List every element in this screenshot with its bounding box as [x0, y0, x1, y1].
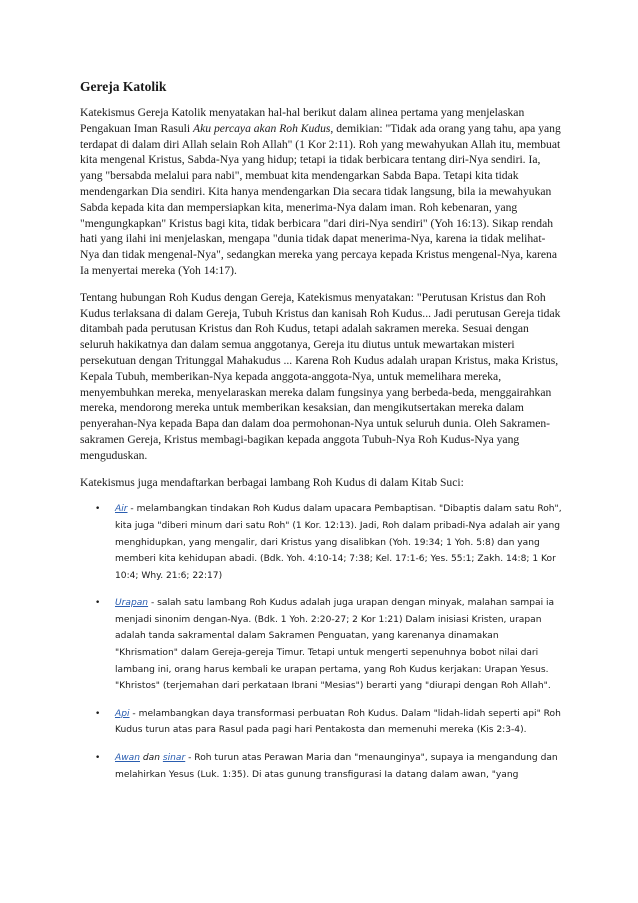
link-urapan[interactable]: Urapan: [115, 598, 149, 609]
paragraph-2: Tentang hubungan Roh Kudus dengan Gereja, Katekismus menyatakan: "Perutusan Kristus dan Roh Kudus terlaksana di dalam Gereja, Tubuh Kristus dan kanisah Roh Kudus... Jadi perutusan Gereja tidak ditambah pada perutusan Kristus dan Roh Kudus, tetapi adalah sakramen mereka. Sesuai dengan seluruh hakikatnya dan dalam semua anggotanya, Gereja itu diutus untuk mewartakan misteri persekutuan dengan Tritunggal Mahakudus ... Karena Roh Kudus adalah urapan Kristus, maka Kristus, Kepala Tubuh, memberikan-Nya kepada anggota-anggota-Nya, untuk memelihara mereka, menyembuhkan mereka, menyelaraskan mereka dalam fungsinya yang berbeda-beda, menggairahkan mereka, mendorong mereka untuk memberikan kesaksian, dan mengikutsertakan mereka dalam penyerahan-Nya kepada Bapa dan dalam doa permohonan-Nya untuk seluruh dunia. Oleh Sakramen-sakramen Gereja, Kristus membagi-bagikan kepada anggota Tubuh-Nya Roh Kudus-Nya yang menguduskan.: [80, 290, 561, 462]
paragraph-1-before: Katekismus Gereja Katolik menyatakan hal-hal berikut dalam alinea pertama yang menjelaskan Pengakuan Iman Rasuli: [80, 106, 525, 135]
list-item: [80, 750, 562, 783]
bullet-icon: •: [95, 504, 101, 515]
section-title: Gereja Katolik: [80, 79, 167, 94]
list-item-text: - salah satu lambang Roh Kudus adalah juga urapan dengan minyak, malahan sampai ia menjadi sinonim dengan-Nya. (Bdk. 1 Yoh. 2:20-27; 2 Kor 1:21) Dalam inisiasi Kristen, urapan adalah tanda sakramental dalam Sakramen Penguatan, yang karenanya dinamakan "Khrismation" dalam Gereja-gereja Timur. Tetapi untuk mengerti sepenuhnya bobot nilai dari lambang ini, orang harus kembali ke urapan pertama, yang Roh Kudus kerjakan: Urapan Yesus. "Khristos" (terjemahan dari perkataan Ibrani "Mesias") berarti yang "diurapi dengan Roh Allah".: [115, 598, 555, 692]
paragraph-3: Katekismus juga mendaftarkan berbagai lambang Roh Kudus di dalam Kitab Suci:: [80, 475, 464, 489]
bullet-icon: •: [95, 708, 101, 719]
link-air[interactable]: Air: [115, 504, 128, 515]
list-item: [80, 706, 562, 739]
list-item-conjunction: dan: [140, 753, 163, 764]
bullet-icon: •: [95, 753, 101, 764]
list-item: [80, 501, 562, 584]
list-item-text: - melambangkan daya transformasi perbuatan Roh Kudus. Dalam "lidah-lidah seperti api" Roh Kudus turun atas para Rasul pada pagi hari Pentakosta dan memenuhi mereka (Kis 2:3-4).: [115, 708, 561, 736]
paragraph-1: [80, 105, 562, 279]
paragraph-1-italic: Aku percaya akan Roh Kudus: [193, 121, 331, 135]
list-item: [80, 595, 562, 695]
symbols-list: [80, 501, 562, 783]
list-item-text: - melambangkan tindakan Roh Kudus dalam upacara Pembaptisan. "Dibaptis dalam satu Roh", kita juga "diberi minum dari satu Roh" (1 Kor. 12:13). Jadi, Roh dalam pribadi-Nya adalah air yang menghidupkan, yang mengalir, dari Kristus yang disalibkan (Yoh. 19:34; 1 Yoh. 5:8) dan yang memberi kita kehidupan abadi. (Bdk. Yoh. 4:10-14; 7:38; Kel. 17:1-6; Yes. 55:1; Zakh. 14:8; 1 Kor 10:4; Why. 21:6; 22:17): [115, 504, 562, 581]
list-item-text: - Roh turun atas Perawan Maria dan "menaunginya", supaya ia mengandung dan melahirkan Yesus (Luk. 1:35). Di atas gunung transfigurasi Ia datang dalam awan, "yang: [115, 753, 558, 780]
bullet-icon: •: [95, 598, 101, 609]
paragraph-1-after: , demikian: "Tidak ada orang yang tahu, apa yang terdapat di dalam diri Allah selain Roh Allah" (1 Kor 2:11). Roh yang mewahyukan Allah itu, membuat kita mengenal Kristus, Sabda-Nya yang hidup; tetapi ia tidak berbicara tentang diri-Nya sendiri. Ia, yang "bersabda melalui para nabi", membuat kita mendengarkan Sabda Bapa. Tetapi kita tidak mendengarkan Dia sendiri. Kita hanya mendengarkan Dia secara tidak langsung, bila ia mewahyukan Sabda kepada kita dan mempersiapkan kita, menerima-Nya dalam iman. Roh kebenaran, yang "mengungkapkan" Kristus bagi kita, tidak berbicara "dari diri-Nya sendiri" (Yoh 16:13). Sikap rendah hati yang ilahi ini menjelaskan, mengapa "dunia tidak dapat menerima-Nya, karena ia tidak melihat-Nya dan tidak mengenal-Nya", sedangkan mereka yang percaya kepada Kristus mengenal-Nya, karena Ia menyertai mereka (Yoh 14:17).: [80, 121, 561, 277]
link-sinar[interactable]: sinar: [162, 753, 186, 764]
document-page: [80, 78, 562, 794]
link-api[interactable]: Api: [115, 708, 130, 719]
link-awan[interactable]: Awan: [115, 753, 140, 764]
